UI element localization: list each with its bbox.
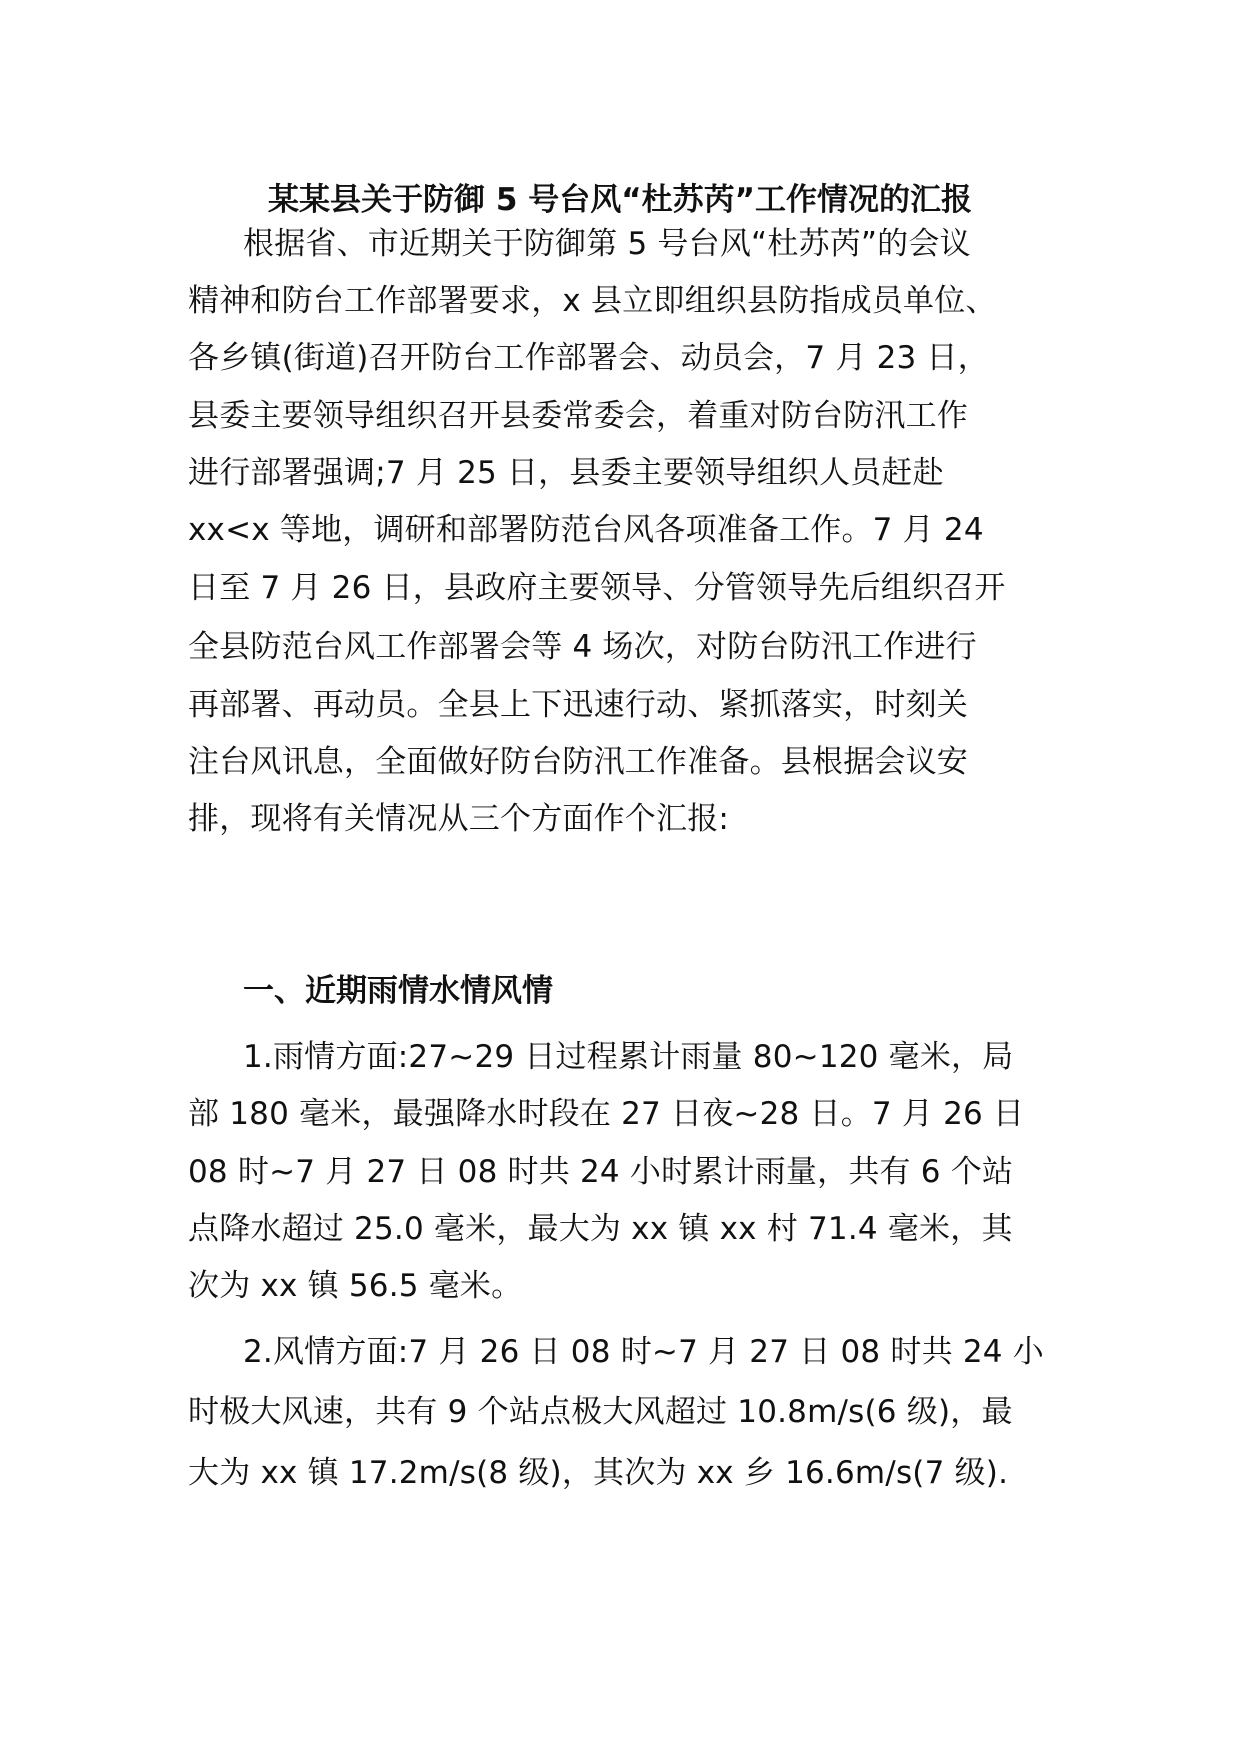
paragraph-line: 次为 xx 镇 56.5 毫米。 — [188, 1268, 523, 1304]
paragraph-line: 08 时~7 月 27 日 08 时共 24 小时累计雨量，共有 6 个站 — [188, 1154, 1014, 1190]
paragraph-line: 点降水超过 25.0 毫米，最大为 xx 镇 xx 村 71.4 毫米，其 — [188, 1211, 1013, 1247]
paragraph-line: 日至 7 月 26 日，县政府主要领导、分管领导先后组织召开 — [188, 570, 1006, 606]
paragraph-line: xx<x 等地，调研和部署防范台风各项准备工作。7 月 24 — [188, 512, 984, 548]
paragraph-line: 时极大风速，共有 9 个站点极大风超过 10.8m/s(6 级)，最 — [188, 1394, 1013, 1430]
paragraph-line: 进行部署强调;7 月 25 日，县委主要领导组织人员赶赴 — [188, 455, 944, 491]
paragraph-line: 部 180 毫米，最强降水时段在 27 日夜~28 日。7 月 26 日 — [188, 1096, 1025, 1132]
paragraph-line: 排，现将有关情况从三个方面作个汇报: — [188, 801, 730, 837]
paragraph-line: 精神和防台工作部署要求，x 县立即组织县防指成员单位、 — [188, 283, 997, 319]
paragraph-line: 再部署、再动员。全县上下迅速行动、紧抓落实，时刻关 — [188, 687, 968, 723]
paragraph-line: 大为 xx 镇 17.2m/s(8 级)，其次为 xx 乡 16.6m/s(7 级). — [188, 1455, 1009, 1491]
paragraph-line: 2.风情方面:7 月 26 日 08 时~7 月 27 日 08 时共 24 小 — [243, 1334, 1044, 1370]
section-heading: 一、近期雨情水情风情 — [243, 973, 553, 1009]
paragraph-line: 根据省、市近期关于防御第 5 号台风“杜苏芮”的会议 — [243, 226, 971, 262]
document-title: 某某县关于防御 5 号台风“杜苏芮”工作情况的汇报 — [268, 182, 972, 218]
paragraph-line: 县委主要领导组织召开县委常委会，着重对防台防汛工作 — [188, 398, 968, 434]
paragraph-line: 全县防范台风工作部署会等 4 场次，对防台防汛工作进行 — [188, 629, 977, 665]
paragraph-line: 各乡镇(街道)召开防台工作部署会、动员会，7 月 23 日， — [188, 340, 989, 376]
paragraph-line: 注台风讯息，全面做好防台防汛工作准备。县根据会议安 — [188, 744, 968, 780]
paragraph-line: 1.雨情方面:27~29 日过程累计雨量 80~120 毫米，局 — [243, 1039, 1014, 1075]
